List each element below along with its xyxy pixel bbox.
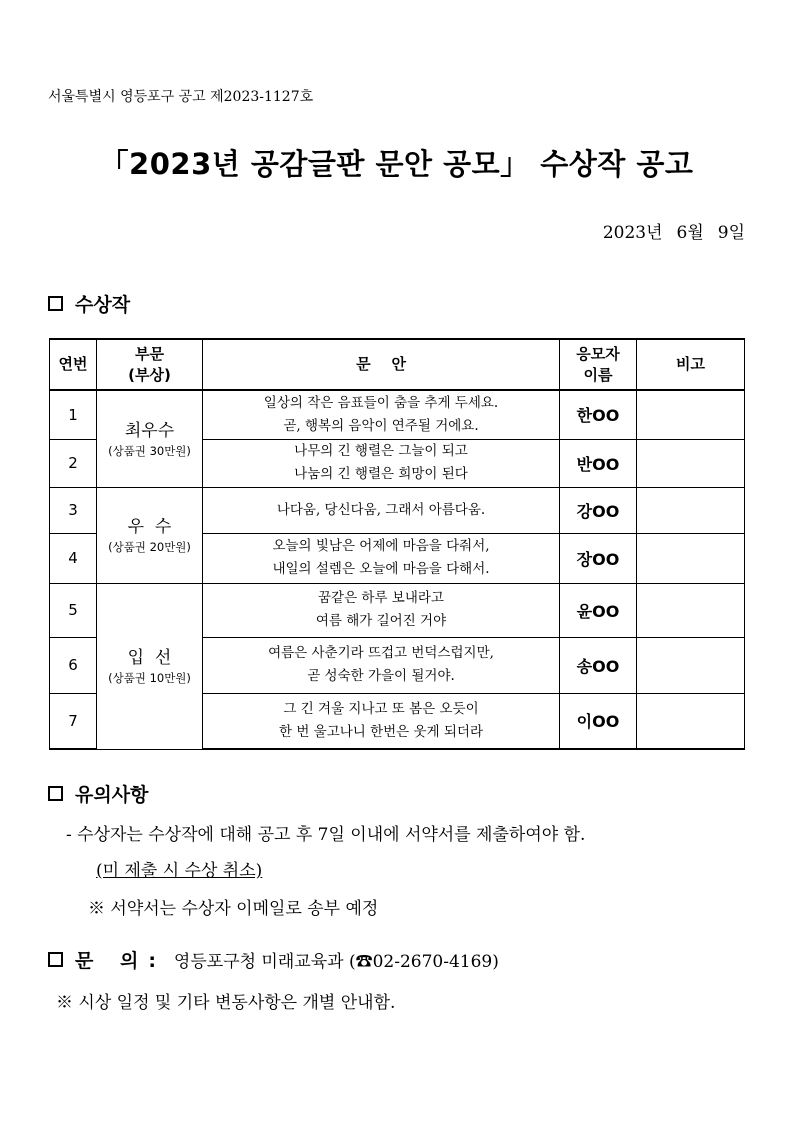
row-no: 7 [50,693,97,749]
inquiry-contact: 영등포구청 미래교육과 (☎02-2670-4169) [173,952,499,972]
category-cell [97,390,203,487]
applicant-name: 강OO [560,487,637,533]
category-prize: (상품권 30만원) [108,443,191,458]
table-row [50,583,745,637]
phrase-cell [203,583,560,637]
table-row [50,487,745,533]
category-cell [97,583,203,749]
category-cell [97,487,203,583]
row-no: 3 [50,487,97,533]
phrase-line: 여름 해가 길어진 거야 [315,613,447,629]
row-no: 4 [50,533,97,583]
document-title: 「2023년 공감글판 문안 공모」 수상작 공고 [99,147,694,181]
checkbox-square-icon [48,296,63,311]
phrase-cell [203,439,560,487]
category-name: 우 수 [127,517,172,537]
col-header-category-line2: (부상) [128,365,171,384]
date-year: 2023년 [602,223,663,243]
awards-table [49,338,745,750]
document-date [603,218,745,243]
awards-heading-text: 수상작 [75,294,131,316]
phrase-line: 꿈같은 하루 보내라고 [318,590,444,606]
table-header-row [50,339,745,390]
col-header-remarks: 비고 [637,339,745,390]
remark-cell [637,693,745,749]
col-header-no: 연번 [50,339,97,390]
phrase-cell [203,637,560,693]
applicant-name: 이OO [560,693,637,749]
notes-section-heading [48,780,148,807]
remark-cell [637,583,745,637]
remark-cell [637,390,745,439]
date-day: 9일 [717,223,745,243]
row-no: 6 [50,637,97,693]
col-header-category-line1: 부문 [135,344,164,363]
col-header-applicant-line1: 응모자 [576,344,620,363]
phrase-line: 나눔의 긴 행렬은 희망이 된다 [294,466,468,482]
phrase-line: 곧, 행복의 음악이 연주될 거에요. [283,417,479,434]
phrase-line: 곧 성숙한 가을이 될거야. [307,668,455,684]
row-no: 5 [50,583,97,637]
phrase-line: 내일의 설렘은 오늘에 마음을 다해서. [272,561,490,577]
remark-cell [637,637,745,693]
applicant-name: 윤OO [560,583,637,637]
phrase-line: 오늘의 빛남은 어제에 마음을 다줘서, [272,538,490,554]
inquiry-section [48,946,499,973]
phrase-cell [203,693,560,749]
remark-cell [637,439,745,487]
phrase-line: 일상의 작은 음표들이 춤을 추게 두세요. [263,394,499,411]
notice-number: 서울특별시 영등포구 공고 제2023-1127호 [48,89,314,105]
category-prize: (상품권 20만원) [108,540,191,554]
remark-cell [637,487,745,533]
checkbox-square-icon [48,786,63,801]
checkbox-square-icon [48,952,63,967]
phrase-line: 그 긴 겨울 지나고 또 봄은 오듯이 [283,700,479,717]
phrase-line: 한 번 울고나니 한번은 웃게 되더라 [278,723,484,740]
category-name: 최우수 [124,420,175,441]
col-header-applicant-line2: 이름 [583,365,613,384]
note-cancellation: (미 제출 시 수상 취소) [96,861,263,881]
inquiry-label: 문 의: [75,950,166,972]
notes-heading-text: 유의사항 [75,784,149,806]
applicant-name: 송OO [560,637,637,693]
remark-cell [637,533,745,583]
note-email: ※ 서약서는 수상자 이메일로 송부 예정 [88,899,379,919]
row-no: 2 [50,439,97,487]
note-submission: - 수상자는 수상작에 대해 공고 후 7일 이내에 서약서를 제출하여야 함. [66,825,586,845]
phrase-cell [203,487,560,533]
col-header-applicant [560,339,637,390]
phrase-cell [203,390,560,439]
table-row [50,390,745,439]
applicant-name: 반OO [560,439,637,487]
applicant-name: 한OO [560,390,637,439]
phrase-line: 나다움, 당신다움, 그래서 아름다움. [276,501,486,518]
category-name: 입 선 [127,648,172,668]
row-no: 1 [50,390,97,439]
phrase-line: 여름은 사춘기라 뜨겁고 번덕스럽지만, [268,645,494,661]
awards-section-heading [48,290,130,317]
phrase-cell [203,533,560,583]
phrase-line: 나무의 긴 행렬은 그늘이 되고 [294,443,468,459]
category-prize: (상품권 10만원) [108,671,191,685]
footer-note: ※ 시상 일정 및 기타 변동사항은 개별 안내함. [56,993,396,1013]
col-header-category [97,339,203,390]
applicant-name: 장OO [560,533,637,583]
date-month: 6월 [676,223,704,243]
col-header-phrase: 문 안 [203,339,560,390]
